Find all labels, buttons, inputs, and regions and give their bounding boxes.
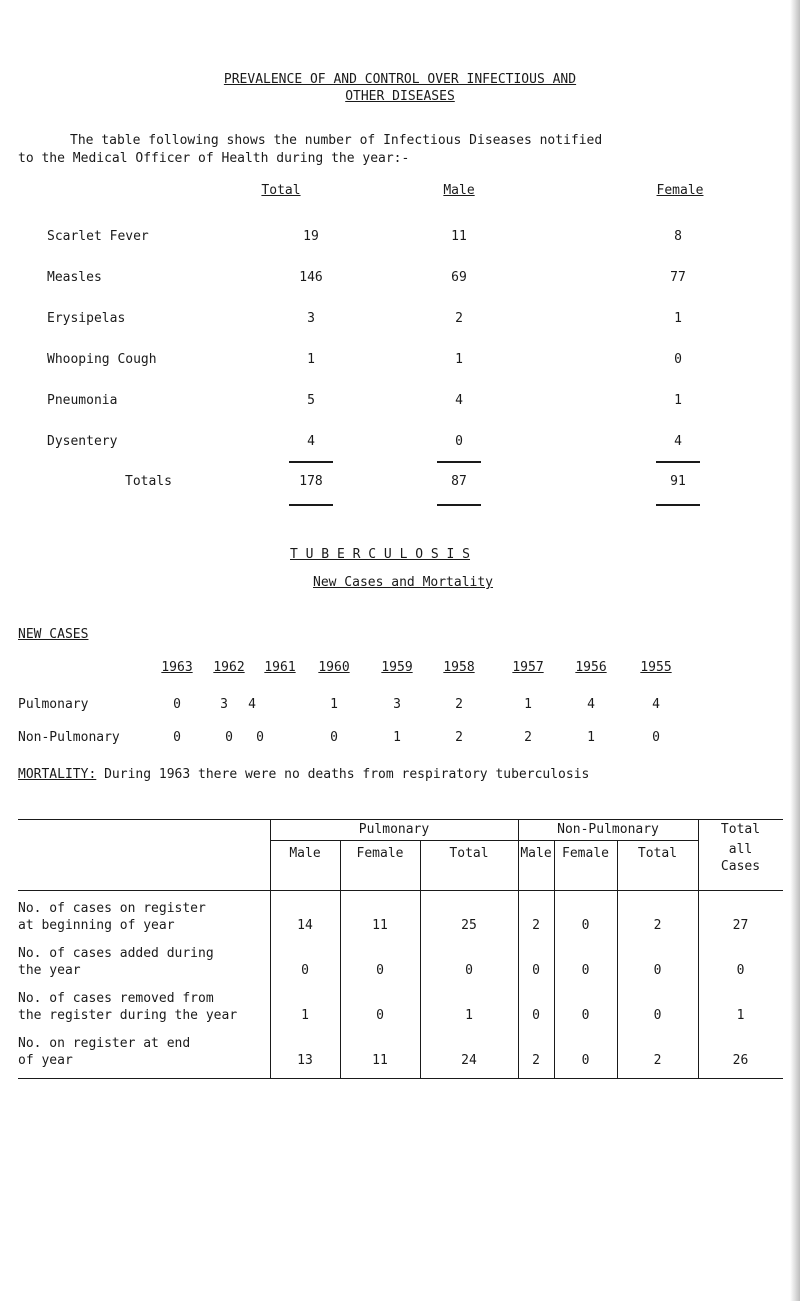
register-value: 0 xyxy=(532,1008,540,1023)
totals-rule xyxy=(289,504,333,506)
non-pulmonary-value: 2 xyxy=(455,730,463,745)
sub-header-female: Female xyxy=(356,846,404,861)
register-value: 13 xyxy=(297,1053,313,1068)
pulmonary-value: 4 xyxy=(248,697,256,712)
year-header: 1957 xyxy=(512,660,544,675)
non-pulmonary-value: 2 xyxy=(524,730,532,745)
register-value: 1 xyxy=(301,1008,309,1023)
register-value: 14 xyxy=(297,918,313,933)
non-pulmonary-value: 1 xyxy=(393,730,401,745)
register-value: 24 xyxy=(461,1053,477,1068)
non-pulmonary-label: Non-Pulmonary xyxy=(18,730,120,745)
pulmonary-value: 2 xyxy=(455,697,463,712)
register-value: 2 xyxy=(532,918,540,933)
year-header: 1959 xyxy=(381,660,413,675)
year-header: 1956 xyxy=(575,660,607,675)
pulmonary-value: 0 xyxy=(173,697,181,712)
document-title-line2: OTHER DISEASES xyxy=(345,89,455,104)
register-value: 0 xyxy=(653,963,662,978)
register-value: 0 xyxy=(581,918,590,933)
disease-female: 0 xyxy=(674,352,682,367)
register-value: 0 xyxy=(736,963,745,978)
document-title-line1: PREVALENCE OF AND CONTROL OVER INFECTIOUS AND xyxy=(223,72,577,87)
non-pulmonary-value: 0 xyxy=(652,730,660,745)
totals-female: 91 xyxy=(670,474,686,489)
year-header: 1963 xyxy=(161,660,193,675)
intro-line1: The table following shows the number of Infectious Diseases notified xyxy=(70,133,603,148)
disease-female: 1 xyxy=(674,393,682,408)
non-pulmonary-value: 0 xyxy=(330,730,338,745)
page-edge-shadow xyxy=(790,0,800,1301)
register-value: 0 xyxy=(532,963,540,978)
row-label-line2: of year xyxy=(18,1053,73,1068)
totals-rule xyxy=(289,461,333,463)
non-pulmonary-value: 1 xyxy=(587,730,595,745)
pulmonary-value: 1 xyxy=(330,697,338,712)
total-all-line3: Cases xyxy=(720,859,761,874)
disease-male: 0 xyxy=(455,434,463,449)
row-label-line2: at beginning of year xyxy=(18,918,175,933)
total-all-line2: all xyxy=(728,842,753,857)
total-all-line1: Total xyxy=(720,822,761,837)
sub-header-total: Total xyxy=(449,846,489,861)
disease-male: 1 xyxy=(455,352,463,367)
tb-heading: T U B E R C U L O S I S xyxy=(290,547,471,562)
disease-male: 2 xyxy=(455,311,463,326)
register-value: 11 xyxy=(372,918,388,933)
sub-header-total: Total xyxy=(637,846,678,861)
row-label-line1: No. of cases on register xyxy=(18,901,206,916)
register-value: 0 xyxy=(376,1008,384,1023)
register-value: 0 xyxy=(581,1053,590,1068)
register-value: 0 xyxy=(581,963,590,978)
disease-male: 11 xyxy=(451,229,467,244)
disease-total: 19 xyxy=(303,229,319,244)
register-value: 11 xyxy=(372,1053,388,1068)
pulmonary-value: 4 xyxy=(652,697,660,712)
group-header-non-pulmonary: Non-Pulmonary xyxy=(557,822,659,837)
sub-header-female: Female xyxy=(562,846,609,861)
row-label-line2: the register during the year xyxy=(18,1008,238,1023)
non-pulmonary-value: 0 xyxy=(256,730,264,745)
disease-total: 3 xyxy=(307,311,315,326)
disease-female: 8 xyxy=(674,229,682,244)
year-header: 1958 xyxy=(443,660,475,675)
pulmonary-value: 3 xyxy=(220,697,228,712)
register-value: 2 xyxy=(653,918,662,933)
register-value: 2 xyxy=(653,1053,662,1068)
disease-total: 4 xyxy=(307,434,315,449)
new-cases-label: NEW CASES xyxy=(18,627,89,642)
mortality-label: MORTALITY: xyxy=(18,767,97,782)
totals-rule xyxy=(437,504,481,506)
register-value: 0 xyxy=(581,1008,590,1023)
register-value: 27 xyxy=(732,918,749,933)
disease-name: Pneumonia xyxy=(47,393,118,408)
register-value: 0 xyxy=(376,963,384,978)
non-pulmonary-value: 0 xyxy=(225,730,233,745)
mortality-text: During 1963 there were no deaths from respiratory tuberculosis xyxy=(104,767,590,782)
totals-rule xyxy=(656,461,700,463)
totals-total: 178 xyxy=(299,474,323,489)
disease-name: Measles xyxy=(47,270,102,285)
disease-female: 4 xyxy=(674,434,682,449)
pulmonary-value: 1 xyxy=(524,697,532,712)
register-value: 1 xyxy=(736,1008,745,1023)
totals-rule xyxy=(656,504,700,506)
register-value: 0 xyxy=(301,963,309,978)
intro-line2: to the Medical Officer of Health during the year:- xyxy=(18,151,410,166)
totals-male: 87 xyxy=(451,474,467,489)
disease-name: Erysipelas xyxy=(47,311,126,326)
non-pulmonary-value: 0 xyxy=(173,730,181,745)
sub-header-male: Male xyxy=(289,846,321,861)
sub-header-male: Male xyxy=(520,846,552,861)
row-label-line2: the year xyxy=(18,963,81,978)
register-value: 25 xyxy=(461,918,477,933)
register-value: 26 xyxy=(732,1053,749,1068)
group-header-pulmonary: Pulmonary xyxy=(358,822,430,837)
totals-label: Totals xyxy=(125,474,172,489)
tb-subheading: New Cases and Mortality xyxy=(313,575,494,590)
row-label-line1: No. on register at end xyxy=(18,1036,191,1051)
col-header-total: Total xyxy=(261,183,301,198)
disease-total: 5 xyxy=(307,393,315,408)
disease-male: 4 xyxy=(455,393,463,408)
disease-female: 77 xyxy=(670,270,686,285)
year-header: 1962 xyxy=(213,660,245,675)
pulmonary-value: 3 xyxy=(393,697,401,712)
disease-name: Scarlet Fever xyxy=(47,229,149,244)
disease-total: 146 xyxy=(299,270,323,285)
year-header: 1960 xyxy=(318,660,350,675)
year-header: 1961 xyxy=(264,660,296,675)
mortality-statement xyxy=(18,767,589,782)
row-label-line1: No. of cases removed from xyxy=(18,991,214,1006)
disease-male: 69 xyxy=(451,270,467,285)
totals-rule xyxy=(437,461,481,463)
register-value: 0 xyxy=(465,963,473,978)
col-header-female: Female xyxy=(656,183,704,198)
register-value: 2 xyxy=(532,1053,540,1068)
register-value: 1 xyxy=(465,1008,473,1023)
pulmonary-value: 4 xyxy=(587,697,595,712)
disease-female: 1 xyxy=(674,311,682,326)
disease-total: 1 xyxy=(307,352,315,367)
register-value: 0 xyxy=(653,1008,662,1023)
disease-name: Dysentery xyxy=(47,434,118,449)
col-header-male: Male xyxy=(443,183,475,198)
row-label-line1: No. of cases added during xyxy=(18,946,214,961)
disease-name: Whooping Cough xyxy=(47,352,157,367)
year-header: 1955 xyxy=(640,660,672,675)
pulmonary-label: Pulmonary xyxy=(18,697,89,712)
